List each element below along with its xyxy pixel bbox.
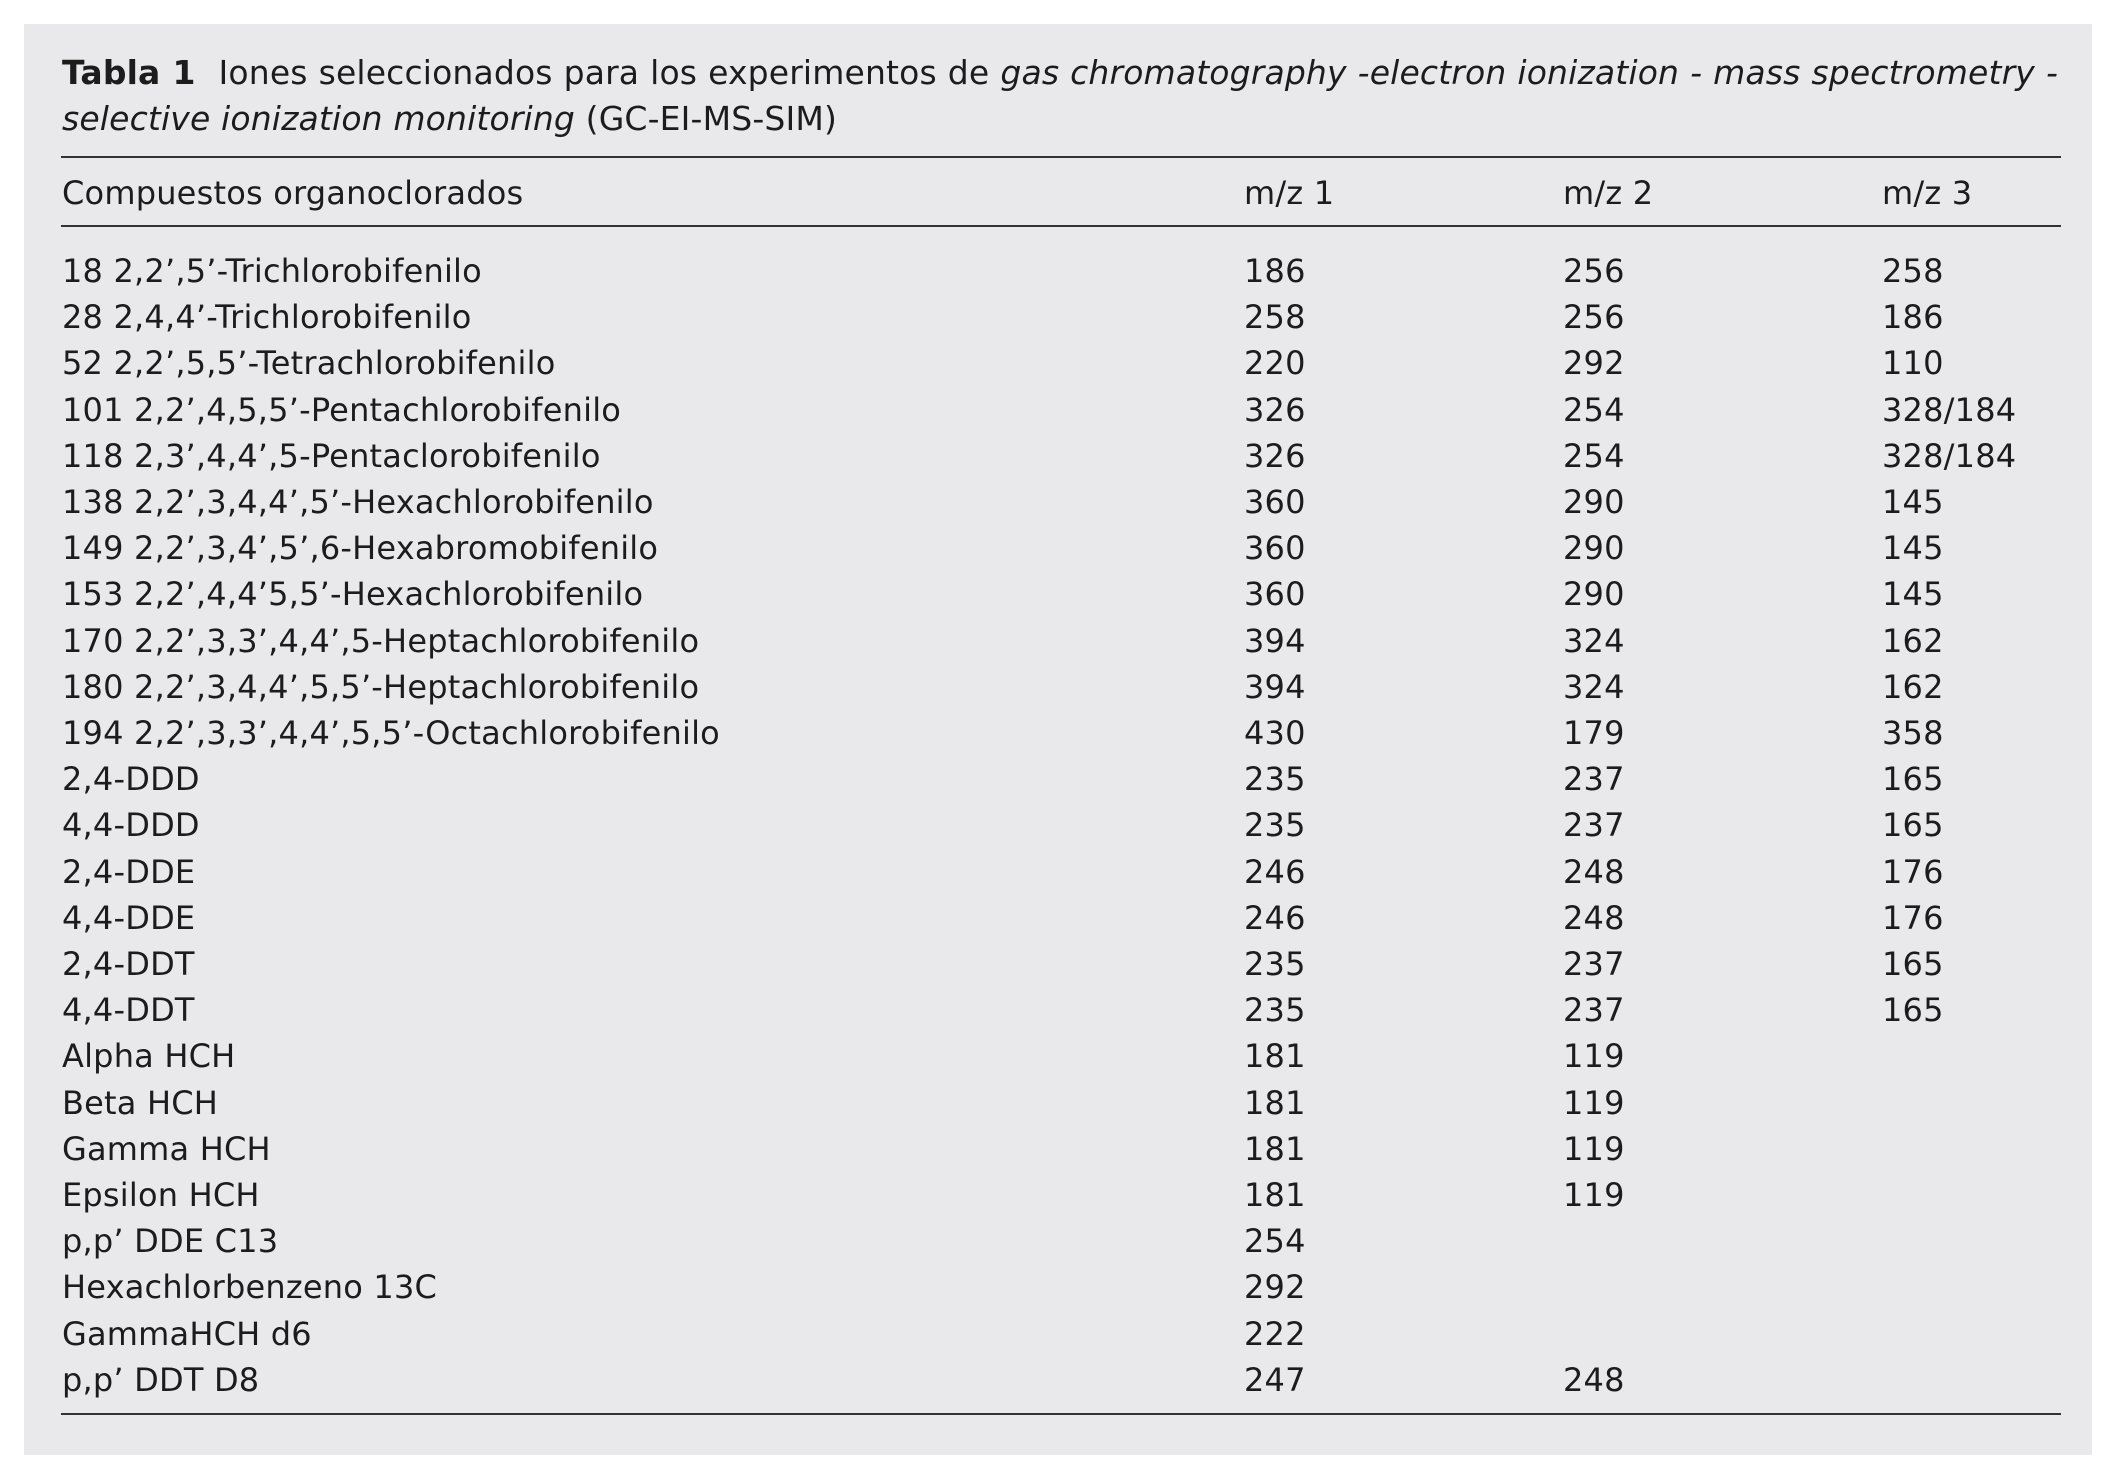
table-row xyxy=(62,1080,2058,1126)
mz1-value: 394 xyxy=(1244,667,1306,706)
mz2-value: 290 xyxy=(1563,529,1625,568)
table-row xyxy=(62,895,2058,941)
table-row xyxy=(62,1357,2058,1403)
compound-name: Epsilon HCH xyxy=(62,1176,260,1214)
compound-name: 170 2,2’,3,3’,4,4’,5-Heptachlorobifenilo xyxy=(62,621,700,660)
mz2-value: 237 xyxy=(1563,945,1625,983)
compound-name: 138 2,2’,3,4,4’,5’-Hexachlorobifenilo xyxy=(62,483,654,521)
mz1-value: 246 xyxy=(1244,898,1306,937)
mz3-value: 145 xyxy=(1882,575,1944,614)
mz3-value: 328/184 xyxy=(1882,390,2017,429)
caption-italic-text: gas chromatography -electron ionization - mass spectrometry - selective ionization monitoring xyxy=(62,53,2059,138)
caption-text: Iones seleccionados para los experimentos de xyxy=(218,53,990,92)
compound-name: 101 2,2’,4,5,5’-Pentachlorobifenilo xyxy=(62,390,622,429)
header-mz3: m/z 3 xyxy=(1882,174,1973,212)
mz1-value: 246 xyxy=(1244,852,1306,891)
mz3-value: 258 xyxy=(1882,252,1944,290)
compound-name: 2,4-DDT xyxy=(62,945,195,983)
mz3-value: 162 xyxy=(1882,621,1944,660)
table-row xyxy=(62,802,2058,848)
mz3-value: 176 xyxy=(1882,898,1944,937)
compound-name: 180 2,2’,3,4,4’,5,5’-Heptachlorobifenilo xyxy=(62,667,700,706)
compound-name: 194 2,2’,3,3’,4,4’,5,5’-Octachlorobifenilo xyxy=(62,714,720,752)
mz3-value: 328/184 xyxy=(1882,436,2017,475)
compound-name: Gamma HCH xyxy=(62,1129,271,1168)
table-row xyxy=(62,664,2058,710)
mz2-value: 248 xyxy=(1563,852,1625,891)
table-row xyxy=(62,433,2058,479)
compound-name: 149 2,2’,3,4’,5’,6-Hexabromobifenilo xyxy=(62,529,659,568)
table-row xyxy=(62,1218,2058,1264)
mz1-value: 292 xyxy=(1244,1268,1306,1307)
table-header-rule xyxy=(61,225,2061,227)
mz3-value: 110 xyxy=(1882,344,1944,383)
mz3-value: 165 xyxy=(1882,991,1944,1030)
table-row xyxy=(62,987,2058,1033)
mz2-value: 179 xyxy=(1563,714,1625,752)
mz1-value: 235 xyxy=(1244,991,1306,1030)
table-row xyxy=(62,1126,2058,1172)
mz2-value: 119 xyxy=(1563,1037,1625,1076)
mz1-value: 181 xyxy=(1244,1083,1306,1122)
compound-name: 153 2,2’,4,4’5,5’-Hexachlorobifenilo xyxy=(62,575,644,614)
mz3-value: 176 xyxy=(1882,852,1944,891)
mz1-value: 235 xyxy=(1244,760,1306,799)
table-row xyxy=(62,1172,2058,1218)
mz3-value: 358 xyxy=(1882,714,1944,752)
mz1-value: 181 xyxy=(1244,1129,1306,1168)
compound-name: Hexachlorbenzeno 13C xyxy=(62,1268,438,1307)
table-row xyxy=(62,710,2058,756)
mz1-value: 360 xyxy=(1244,529,1306,568)
compound-name: 18 2,2’,5’-Trichlorobifenilo xyxy=(62,252,482,290)
table-row xyxy=(62,1264,2058,1310)
mz3-value: 145 xyxy=(1882,483,1944,521)
table-top-rule xyxy=(61,156,2061,158)
table-row xyxy=(62,941,2058,987)
table-row xyxy=(62,294,2058,340)
compound-name: 2,4-DDE xyxy=(62,852,196,891)
mz2-value: 237 xyxy=(1563,760,1625,799)
table-row xyxy=(62,340,2058,386)
mz3-value: 186 xyxy=(1882,298,1944,337)
mz2-value: 256 xyxy=(1563,252,1625,290)
mz2-value: 254 xyxy=(1563,390,1625,429)
mz2-value: 290 xyxy=(1563,483,1625,521)
compound-name: 4,4-DDD xyxy=(62,806,200,845)
mz1-value: 360 xyxy=(1244,483,1306,521)
header-compound: Compuestos organoclorados xyxy=(62,174,524,212)
compound-name: 52 2,2’,5,5’-Tetrachlorobifenilo xyxy=(62,344,556,383)
mz1-value: 220 xyxy=(1244,344,1306,383)
compound-name: 118 2,3’,4,4’,5-Pentaclorobifenilo xyxy=(62,436,601,475)
table-row xyxy=(62,571,2058,617)
mz2-value: 324 xyxy=(1563,667,1625,706)
mz1-value: 222 xyxy=(1244,1314,1306,1353)
mz2-value: 248 xyxy=(1563,898,1625,937)
mz2-value: 290 xyxy=(1563,575,1625,614)
mz1-value: 186 xyxy=(1244,252,1306,290)
mz1-value: 254 xyxy=(1244,1222,1306,1261)
table-panel xyxy=(24,24,2092,1455)
compound-name: Beta HCH xyxy=(62,1083,219,1122)
compound-name: p,p’ DDE C13 xyxy=(62,1222,279,1261)
header-mz2: m/z 2 xyxy=(1563,174,1654,212)
table-row xyxy=(62,525,2058,571)
table-row xyxy=(62,756,2058,802)
table-row xyxy=(62,248,2058,294)
caption-abbreviation: (GC-EI-MS-SIM) xyxy=(585,99,838,138)
mz3-value: 165 xyxy=(1882,760,1944,799)
mz2-value: 292 xyxy=(1563,344,1625,383)
mz1-value: 235 xyxy=(1244,945,1306,983)
mz1-value: 181 xyxy=(1244,1176,1306,1214)
mz2-value: 237 xyxy=(1563,991,1625,1030)
compound-name: Alpha HCH xyxy=(62,1037,236,1076)
mz1-value: 360 xyxy=(1244,575,1306,614)
table-label: Tabla 1 xyxy=(62,53,196,92)
compound-name: 2,4-DDD xyxy=(62,760,200,799)
header-mz1: m/z 1 xyxy=(1244,174,1335,212)
table-row xyxy=(62,618,2058,664)
mz1-value: 235 xyxy=(1244,806,1306,845)
mz2-value: 256 xyxy=(1563,298,1625,337)
mz2-value: 119 xyxy=(1563,1176,1625,1214)
compound-name: 4,4-DDE xyxy=(62,898,196,937)
table-row xyxy=(62,479,2058,525)
compound-name: 28 2,4,4’-Trichlorobifenilo xyxy=(62,298,472,337)
mz1-value: 326 xyxy=(1244,390,1306,429)
mz2-value: 119 xyxy=(1563,1083,1625,1122)
table-caption xyxy=(62,50,2058,142)
mz2-value: 237 xyxy=(1563,806,1625,845)
compound-name: GammaHCH d6 xyxy=(62,1314,312,1353)
mz2-value: 119 xyxy=(1563,1129,1625,1168)
mz2-value: 254 xyxy=(1563,436,1625,475)
mz3-value: 145 xyxy=(1882,529,1944,568)
table-row xyxy=(62,849,2058,895)
mz1-value: 247 xyxy=(1244,1360,1306,1399)
mz3-value: 165 xyxy=(1882,806,1944,845)
mz1-value: 258 xyxy=(1244,298,1306,337)
mz1-value: 394 xyxy=(1244,621,1306,660)
table-bottom-rule xyxy=(61,1413,2061,1415)
table-row xyxy=(62,1311,2058,1357)
compound-name: p,p’ DDT D8 xyxy=(62,1360,260,1399)
mz3-value: 165 xyxy=(1882,945,1944,983)
table-row xyxy=(62,387,2058,433)
mz2-value: 324 xyxy=(1563,621,1625,660)
table-header-row xyxy=(62,170,2058,216)
mz1-value: 326 xyxy=(1244,436,1306,475)
mz2-value: 248 xyxy=(1563,1360,1625,1399)
mz3-value: 162 xyxy=(1882,667,1944,706)
mz1-value: 181 xyxy=(1244,1037,1306,1076)
mz1-value: 430 xyxy=(1244,714,1306,752)
table-row xyxy=(62,1033,2058,1079)
compound-name: 4,4-DDT xyxy=(62,991,195,1030)
